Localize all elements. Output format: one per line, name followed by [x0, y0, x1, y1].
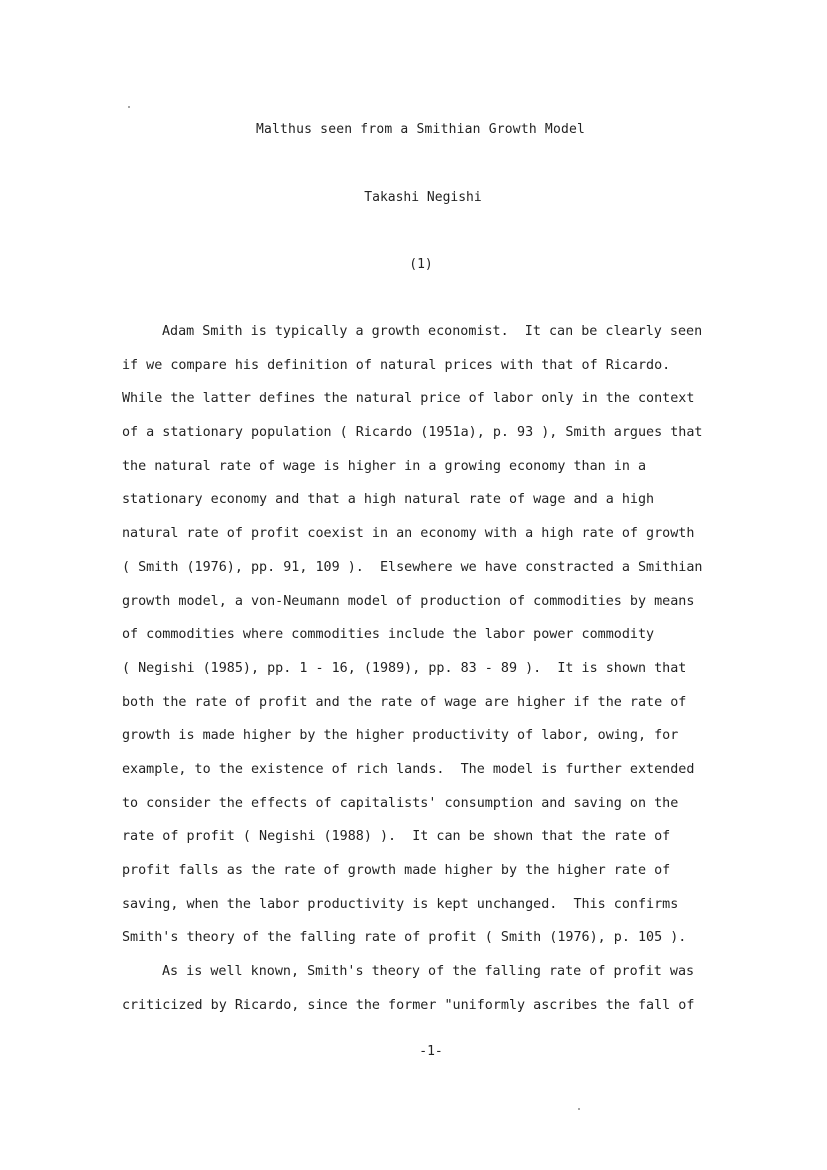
paragraph-1-line-11: ( Negishi (1985), pp. 1 - 16, (1989), pp. 83 - 89 ). It is shown that: [122, 660, 687, 676]
paragraph-1-line-2: if we compare his definition of natural prices with that of Ricardo.: [122, 357, 671, 373]
paragraph-1-line-1: Adam Smith is typically a growth economist. It can be clearly seen: [162, 324, 703, 339]
paragraph-1-line-9: growth model, a von-Neumann model of production of commodities by means: [122, 593, 695, 609]
paragraph-1-line-19: Smith's theory of the falling rate of profit ( Smith (1976), p. 105 ).: [122, 930, 687, 946]
section-number: (1): [409, 257, 433, 272]
paragraph-1-line-7: natural rate of profit coexist in an economy with a high rate of growth: [122, 526, 695, 542]
paragraph-1-line-18: saving, when the labor productivity is kept unchanged. This confirms: [122, 896, 679, 912]
paragraph-1-line-10: of commodities where commodities include the labor power commodity: [122, 627, 655, 643]
paper-author: Takashi Negishi: [364, 190, 482, 205]
paragraph-1-line-6: stationary economy and that a high natural rate of wage and a high: [122, 492, 655, 508]
paragraph-1-line-14: example, to the existence of rich lands. The model is further extended: [122, 761, 695, 777]
paragraph-1-line-3: While the latter defines the natural price of labor only in the context: [122, 391, 695, 407]
paragraph-1-line-16: rate of profit ( Negishi (1988) ). It can be shown that the rate of: [122, 829, 671, 845]
paragraph-1-line-15: to consider the effects of capitalists' consumption and saving on the: [122, 795, 679, 811]
page-number: -1-: [419, 1044, 443, 1059]
paragraph-1-line-17: profit falls as the rate of growth made higher by the higher rate of: [122, 863, 671, 878]
paragraph-1-line-4: of a stationary population ( Ricardo (1951a), p. 93 ), Smith argues that: [122, 425, 703, 441]
paragraph-2-line-2: criticized by Ricardo, since the former "uniformly ascribes the fall of: [122, 997, 695, 1013]
paper-title: Malthus seen from a Smithian Growth Model: [255, 122, 586, 137]
paragraph-1-line-12: both the rate of profit and the rate of wage are higher if the rate of: [122, 694, 687, 710]
paragraph-1-line-13: growth is made higher by the higher productivity of labor, owing, for: [122, 728, 679, 744]
scan-speck-top-left: [128, 106, 130, 108]
body-text: [122, 322, 722, 1029]
scan-speck-bottom-right: [578, 1108, 580, 1110]
paragraph-1-line-8: ( Smith (1976), pp. 91, 109 ). Elsewhere we have constracted a Smithian: [122, 559, 703, 575]
paragraph-1-line-5: the natural rate of wage is higher in a growing economy than in a: [122, 458, 647, 474]
paragraph-2-line-1: As is well known, Smith's theory of the falling rate of profit was: [162, 964, 695, 980]
